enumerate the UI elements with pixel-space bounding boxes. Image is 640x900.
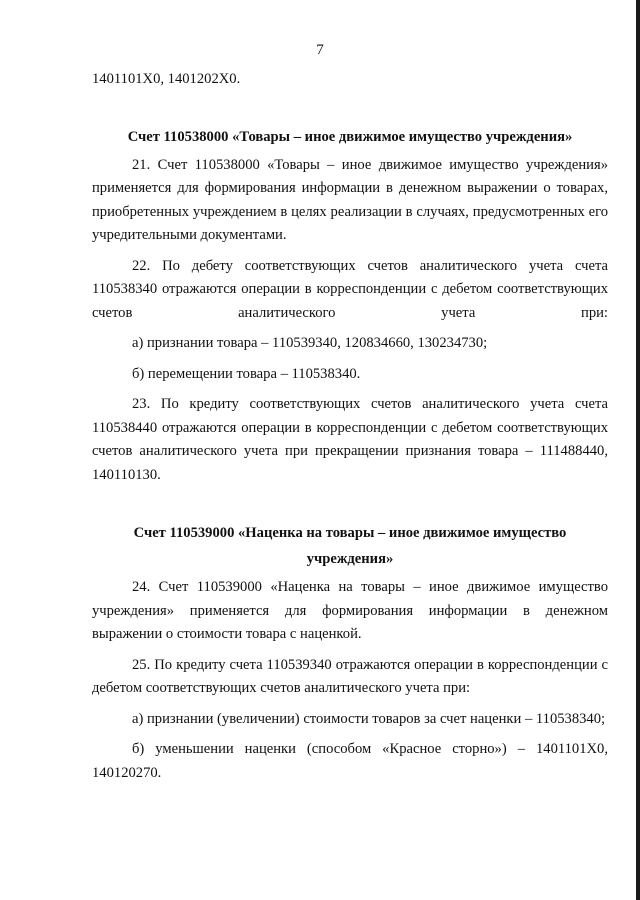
- paragraph-23: 23. По кредиту соответствующих счетов аналитического учета счета 110538440 отражаются операции в корреспонденции с дебетом соответствующих счетов аналитического учета при прекращении признания товара – 111488440, 140110130.: [92, 396, 608, 483]
- section-heading-110539000-line2: учреждения»: [306, 551, 394, 567]
- paragraph-22-item-b: б) перемещении товара – 110538340.: [132, 365, 361, 382]
- paragraph-25-item-b: б) уменьшении наценки (способом «Красное сторно») – 1401101Х0, 140120270.: [92, 741, 608, 781]
- paragraph-21: 21. Счет 110538000 «Товары – иное движимое имущество учреждения» применяется для формирования информации в денежном выражении о товарах, приобретенных учреждением в целях реализации в случаях, предусмотренных его учредительными документами.: [92, 156, 608, 243]
- paragraph-25-intro: 25. По кредиту счета 110539340 отражаются операции в корреспонденции с дебетом соответствующих счетов аналитического учета при:: [92, 656, 608, 696]
- paragraph-25-item-a: а) признании (увеличении) стоимости товаров за счет наценки – 110538340;: [132, 710, 606, 727]
- page-content: [92, 68, 608, 785]
- continued-line: 1401101Х0, 1401202Х0.: [92, 71, 241, 87]
- paragraph-24: 24. Счет 110539000 «Наценка на товары – иное движимое имущество учреждения» применяется для формирования информации в денежном выражении о стоимости товара с наценкой.: [92, 579, 608, 642]
- section-heading-110538000: Счет 110538000 «Товары – иное движимое имущество учреждения»: [127, 128, 573, 145]
- scan-edge: [636, 0, 640, 900]
- paragraph-22-item-a: а) признании товара – 110539340, 120834660, 130234730;: [132, 335, 488, 351]
- paragraph-22-intro: 22. По дебету соответствующих счетов аналитического учета счета 110538340 отражаются операции в корреспонденции с дебетом соответствующих счетов аналитического учета при:: [92, 257, 608, 321]
- page-number: 7: [316, 42, 324, 58]
- section-heading-110539000-line1: Счет 110539000 «Наценка на товары – иное движимое имущество: [133, 525, 567, 541]
